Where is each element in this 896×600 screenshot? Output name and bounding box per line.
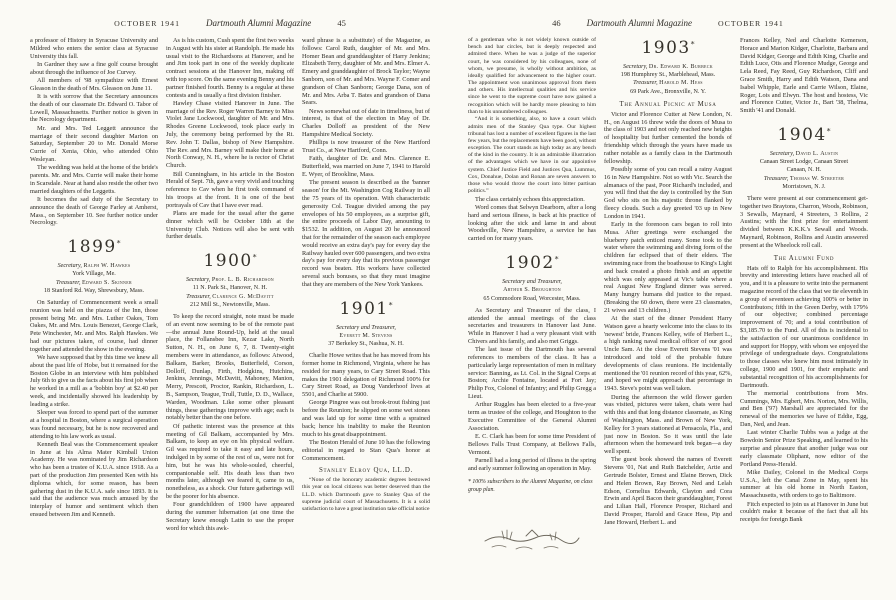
paragraph: Hawley Chase visited Hanover in June. The marriage of the Rev. Roger Warren Barney to Miss Violet Jane Lockwood, daughter of Mr. and Mrs. Rhodes Greene Lockwood, took place early in July, the ceremony being performed by the Rt. Rev. John T. Dallas, bishop of New Hampshire. The Rev. and Mrs. Barney will make their home at North Conway, N. H., where he is rector of Christ Church. — [166, 99, 294, 170]
paragraph: Plans are made for the usual after the game dinner which will be October 18th at the University Club. Notices will also be sent with further details. — [166, 210, 294, 241]
paragraph: Frances Kelley, Ned and Charlotte Kemerson, Horace and Marion Kidger, Charlotte, Barbara and David Kidger, George and Edith King, Charlie and Edith Luce, Otis and Florence Mudge, George and Lela Reed, Fay Reed, Guy Richardson, Cliff and Grace Smith, Harry and Edith Watson, Dana and Isabel Whipple, Earle and Carrie Wilson, Elaine, Roger, Lois and Elwyn. The host and hostess, Vic and Florence Cutter, Victor Jr., Bart '38, Thelma, Smith '41 and Donald. — [740, 37, 868, 115]
paragraph: The present season is described as the 'banner season' for the Mt. Washington Cog Railway in all the 75 years of its operation. With characteristic generosity Col. Teague divided among the pay envelopes of his 50 employees, as a surprise gift, the entire proceeds of Labor Day, amounting to $1532. In addition, on August 20 he announced that for the remainder of the season each employee would receive an extra day's pay for every day the Railway hauled over 600 passengers, and two extra day's pay for every day that its previous passenger record was beaten. His workers have collected several such bonuses, so that they must imagine that they are members of the New York Yankees. — [302, 179, 430, 288]
subscriber-asterisk: * — [826, 126, 831, 136]
officer-role: Treasurer, — [763, 175, 790, 182]
paragraph: Possibly some of you can recall a rainy August 16 in New Hampshire. Not so with Vic. Search the almanacs of the past, Poor Richard's included, and you will find that the day is controlled by the Sun God who sits on his majestic throne flanked by fleecy clouds. Such a day greeted '03 up in New London in 1941. — [604, 165, 732, 220]
officer-line — [604, 63, 732, 71]
paragraph: During the afternoon the wild flower garden was visited, pictures were taken, chats were had with this and that long distance classmate, as King of Washington, Mass. and Brown of New York, Kelley for 3 years stationed at Pensacola, Fla., and just now in Boston. So it was until the late afternoon when the homeward trek began—a day well spent. — [604, 393, 732, 456]
paragraph: Phillips is now treasurer of the New Hartford Trust Co., at New Hartford, Conn. — [302, 139, 430, 155]
class-officers — [740, 150, 868, 191]
officer-role: Secretary, — [769, 150, 796, 157]
paragraph: News somewhat out of date in timeliness, but of interest, is that of the election in May of Dr. Charles Dolloff as president of the New Hampshire Medical Society. — [302, 107, 430, 139]
paragraph: On Saturday of Commencement week a small reunion was held on the piazza of the Inn, those present being Mr. and Mrs. Luther Oakes, Tom Oakes, Mr. and Mrs. Louis Benezet, George Clark, Pete Winchester, Mr. and Mrs. Ralph Hawkes. We had our pictures taken, of course, had dinner together and attended the show in the evening. — [30, 299, 158, 353]
officer-line — [30, 262, 158, 270]
officer-role: Treasurer, — [56, 279, 82, 286]
officer-address: 37 Berkeley St., Nashua, N. H. — [328, 340, 404, 347]
paragraph: Sleeper was forced to spend part of the summer at a hospital in Boston, where a surgical operation was found necessary, but he is now recovered and attending to his law work as usual. — [30, 409, 158, 440]
class-officers — [604, 63, 732, 96]
paragraph: Arthur Ruggles has been elected to a five-year term as trustee of the college, and Houghton to the Executive Committee of the General Alumni Association. — [468, 401, 596, 432]
class-year-text: 1899 — [67, 237, 117, 258]
paragraph: The Boston Herald of June 10 has the following editorial in regard to Stan Qua's honor at Commencement. — [302, 438, 430, 462]
class-year-heading — [468, 253, 596, 273]
officer-name: David L. Austin — [795, 150, 839, 157]
class-year-heading — [740, 125, 868, 145]
officer-address: Canaan Street Lodge, Canaan Street — [759, 159, 849, 166]
paragraph: It becomes the sad duty of the Secretary to announce the death of George Farley at Amherst, Mass., on September 10. See further notice under Necrology. — [30, 195, 158, 227]
paragraph: Charlie Howe writes that he has moved from his former home in Richmond, Virginia, where he has resided for many years, to Cary Street Road. This makes the 1901 delegation of Richmond 100% for Cary Street Road, as Doug Vanderhoof lives at 5501, and Charlie at 5900. — [302, 352, 430, 399]
paragraph: The memorial contributions from Mrs. Cummings, Mrs. Egbert, Mrs. Norton, Mrs. Willis, and Ben ('97) Marshall are appreciated for the renewal of the memories we have of Eddie, Egg, Dan, Ned, and Jean. — [740, 389, 868, 429]
officer-address: Canaan, N. H. — [786, 167, 822, 174]
paragraph: ward phrase is a substitute) of the Magazine, as follows: Carol Ruth, daughter of Mr. and Mrs. Homer Bean and granddaughter of Harry Jenkins; Elizabeth Terry, daughter of Mr. and Mrs. Elmer A. Emery and granddaughter of Brock Taylor; Wayne Sanborn, son of Mr. and Mrs. Wayne F. Comer and grandson of Chan Sanborn; George Dana, son of Mr. and Mrs. Arba T. Bates and grandson of Dana Sears. — [302, 37, 430, 107]
subscriber-footnote: * 100% subscribers to the Alumni Magazine, on class group plan. — [468, 479, 593, 493]
issue-date: OCTOBER 1941 — [718, 19, 784, 28]
officer-address: 11 N. Park St., Hanover, N. H. — [192, 285, 268, 292]
officer-address: Morristown, N. J. — [782, 183, 826, 190]
paragraph: Hats off to Ralph for his accomplishment. His brevity and interesting letters have reached all of you, and it is a pleasure to write into the permanent magazine record of the class that we tie eleventh in a group of seventeen achieving 100% or better in Contributors; fifth in the Green Derby, with 179% of our objective; combined percentage improvement of 70; and a total contribution of $3,185.70 to the Fund. All of this is incidental to the satisfaction of our unanimous confidence in and support for Hoppy, with whom we enjoyed the privilege of undergraduate days. Congratulations to those classes who knew him most intimately in college, 1900 and 1901, for their emphatic and substantial recognition of his accomplishments for Dartmouth. — [740, 264, 868, 389]
paragraph: The last issue of the Dartmouth has several references to members of the class. It has a particularly large representation of men in military service: Banning, as Lt. Col. in the Signal Corps at Boston; Archie Fontaine, located at Fort Jay; Philip Fox, Colonel of Infantry; and Philip Gregg a Lieut. — [468, 346, 596, 400]
paragraph: To keep the record straight, note must be made of an event now seeming to be of the remote past—the annual June Round-Up, held at the usual place, the Follansbee Inn, Kezar Lake, North Sutton, N. H., on June 6, 7, 8. Twenty-eight members were in attendance, as follows: Atwood, Balkam, Barker, Brooks, Butterfield, Corson, Dolloff, Dunlap, Firth, Hodgkins, Hutchins, Jenkins, Jennings, McDavitt, Mahoney, Manion, Merry, Prescott, Proctor, Rankin, Richardson, L. B., Sampson, Teague, Trull, Tuttle, D. D., Wallace, Warden, Woodman. Like some other pleasant things, these gatherings improve with age; each is notably better than the one before. — [166, 313, 294, 422]
paragraph: Parnell had a long period of illness in the spring and early summer following an operation in May. — [468, 456, 596, 472]
class-year-heading — [166, 251, 294, 271]
paragraph: As Secretary and Treasurer of the class, I attended the annual meetings of the class secretaries and treasurers in Hanover last June. While in Hanover I had a very pleasant visit with Chivers and his family, and also met Griggs. — [468, 306, 596, 345]
subscriber-asterisk: * — [554, 254, 559, 264]
paragraph: “And it is something, also, to have a court which admits men of the Stanley Qua type. Our highest tribunal has lost a number of excellent figures in the last few years, but the replacements have been good, without exception. The court stands as high today as any bench of the kind in the country. It is an admirable illustration of the advantages which we have in our appointive system. Chief Justice Field and Justices Qua, Lummus, Cox, Donahue, Dolan and Ronan are seven answers to those who would throw the court into bitter partisan politics.” — [468, 116, 596, 195]
paragraph: The class certainly echoes this appreciation. — [475, 195, 585, 203]
paragraph: Kenneth Beal was the Commencement speaker in June at his Alma Mater Kimball Union Academy. He was nominated by Jim Richardson who has been a trustee of K.U.A. since 1918. As a part of the production Jim presented Ken with his diploma which, for some reason, has been gathering dust in the K.U.A. safe since 1893. It is said that the audience was much amused by the interplay of humor and sentiment which then ensued between Jim and Kenneth. — [30, 440, 158, 519]
paragraph: Fitch expected to join us at Hanover in June but couldn't make it because of the fact that all his receipts for foreign Bank — [740, 500, 868, 524]
page-number: 46 — [552, 18, 561, 28]
paragraph: There were present at our commencement get-together two Braytons, Charron, Woods, Robinson, 3 Sewalls, Maynard, 4 Streeters, 3 Rollins, 2 Austins; with the first prize for entertainment divided between K.K.K.'s Sewall and Woods. Maynard, Robinson, Rollins and Austin answered present at the Wheelock roll call. — [740, 195, 868, 249]
officer-name: Edward S. Skinner — [82, 279, 132, 286]
paragraph: It is with sorrow that the Secretary announces the death of our classmate Dr. Edward O. Tabor of Lowell, Massachusetts. Further notice is given in the Necrology department. — [30, 93, 158, 124]
class-officers — [302, 324, 430, 349]
paragraph: The guest book showed the names of Everett Stevens '01, Nat and Ruth Batchelder, Artie and Gertrude Bolster, Ernest and Elaine Brown, Dick and Helen Brown, Ray Brown, Ned and Lelah Edson, Cornelius Edwards, Clayton and Cora Erwin and April Bacon their granddaughter, Forest and Lilian Hall, Florence Prosper, Richard and David Prosper, Harold and Grace Hess, Pip and Jane Howard, Herbert L. and — [604, 456, 732, 526]
officer-line — [166, 276, 294, 284]
officer-line — [166, 293, 294, 301]
officer-address: 18 Stanford Rd. Way, Shrewsbury, Mass. — [44, 287, 144, 294]
paragraph: Victor and Florence Cutter at New London, N. H., on August 16 threw wide the doors of Musa to the class of 1903 and not only reached new heights of hospitality but further cemented the bonds of friendship which through the years have made us rather notable as a family class in the Dartmouth fellowship. — [604, 110, 732, 165]
section-subheading: Stanley Elroy Qua, LL.D. — [319, 467, 413, 475]
paragraph: All members of '98 sympathize with Ernest Gleason in the death of Mrs. Gleason on June 11. — [30, 76, 158, 92]
magazine-title: Dartmouth Alumni Magazine — [205, 18, 312, 28]
subscriber-asterisk: * — [690, 39, 695, 49]
paragraph: Mr. and Mrs. Ted Leggett announce the marriage of their second daughter Marion on Saturday, September 20 to Mr. Donald Morse Currie of Xenia, Ohio, who attended Ohio Wesleyan. — [30, 124, 158, 163]
paragraph: of a gentleman who is not widely known outside of bench and bar circles, but is deeply respected and admired there. When he was a judge of the superior court, he was considered by his colleagues, none of whom, we presume, is wholly without ambition, as ideally qualified for advancement to the higher court. The appointment won unanimous approval from them and others. His intellectual qualities and his service since he went to the supreme court have now gained a recognition which will be hardly more pleasing to him than to his unnumbered colleagues. — [468, 37, 596, 115]
subscriber-asterisk: * — [116, 238, 121, 248]
paragraph: Word comes that Selwyn Dearborn, after a long hard and serious illness, is back at his practice of looking after the sick and lame in and about Woodsville, New Hampshire, a service he has carried on for many years. — [468, 204, 596, 243]
officer-role: Treasurer, — [186, 293, 213, 300]
page-header-left — [30, 18, 430, 28]
officer-address: 198 Humphrey St., Marblehead, Mass. — [620, 72, 716, 79]
officer-address: 212 Mill St., Newtonville, Mass. — [190, 301, 270, 308]
lakeside-pen-sketch — [468, 509, 596, 560]
subscriber-asterisk: * — [252, 252, 257, 262]
officer-name: Harold M. Hess — [659, 80, 703, 87]
officer-line — [740, 150, 868, 158]
paragraph: We have supposed that by this time we knew all about the past life of Hobe, but it remained for the Boston Globe in an interview with him published July 6th to give us the facts about his first job when he worked in a mill as a 'bobbin boy' at $2.40 per week, and incidentally showed his leadership by leading a strike. — [30, 354, 158, 408]
officer-line — [740, 175, 868, 183]
paragraph: “None of the honorary academic degrees bestowed this year on local citizens was better deserved than the LL.D. which Dartmouth gave to Stanley Qua of the supreme judicial court of Massachusetts. It is a solid satisfaction to have a great institution take official notice — [302, 477, 430, 512]
officer-role: Secretary and Treasurer, — [502, 279, 562, 286]
section-subheading: The Alumni Fund — [773, 254, 835, 262]
officer-name: Thomas W. Streeter — [789, 175, 845, 182]
paragraph: The wedding was held at the home of the bride's parents. Mr. and Mrs. Currie will make their home in Scarsdale. Near at hand also reside the other two married daughters of the Leggetts. — [30, 164, 158, 195]
class-year-text: 1901 — [339, 298, 389, 319]
class-officers — [166, 276, 294, 309]
text-column — [30, 37, 158, 585]
officer-address: York Village, Me. — [72, 271, 116, 278]
columns-right — [468, 37, 868, 585]
paragraph: Early in the forenoon cars began to roll into Musa. After greetings were exchanged the blueberry patch enticed many. Some took to the water where the swimming and diving form of the children far eclipsed that of their elders. The swimming race from the boathouse to King's Light and back created a photo finish and an appetite which was only appeased at Vic's table where a real August New England dinner was served. Many hungry humans did justice to the repast. (Breaking the 60 down, there were 23 classmates, 21 wives and 13 children.) — [604, 221, 732, 314]
paragraph: At the start of the dinner President Harry Watson gave a hearty welcome into the class to its 'newest' bride, Frances Kelley, wife of Herbert L., a high ranking naval medical officer of our good Uncle Sam. At the close Everett Stevens '01 was introduced and told of the probable future developments of class reunions. He incidentally mentioned the '01 reunion record of this year, 62%, and hoped we might approach that percentage in 1943. Steve's point was well taken. — [604, 315, 732, 393]
magazine-title: Dartmouth Alumni Magazine — [586, 18, 693, 28]
text-column — [740, 37, 868, 585]
paragraph: George Pingree was out brook-trout fishing just before the Reunion; he slipped on some wet stones and was laid up for some time with a sprained back; hence his inability to make the Reunion much to his great disappointment. — [302, 399, 430, 438]
officer-line — [30, 279, 158, 287]
paragraph: Of pathetic interest was the presence at this meeting of Gil Balkam, accompanied by Mrs. Balkam, to keep an eye on his physical welfare. Gil was required to take it easy and late hours, indulged in by some of the rest of us, were not for him, but he was his whole-souled, cheerful, companionable self. His death less than two months later, although we feared it, came to us, nonetheless, as a shock. Our future gatherings will be the poorer for his absence. — [166, 422, 294, 500]
page-header-right — [468, 18, 868, 28]
officer-role: Treasurer, — [633, 80, 660, 87]
class-year-text: 1902 — [505, 253, 555, 274]
class-year-heading — [604, 38, 732, 58]
paragraph: In Gardner they saw a fine golf course brought about through the influence of Joe Curvey. — [30, 60, 158, 76]
paragraph: E. C. Clark has been for some time President of Bellows Falls Trust Company, at Bellows Falls, Vermont. — [468, 432, 596, 456]
text-column — [166, 37, 294, 585]
page-right — [468, 18, 868, 585]
paragraph: Mike Dailey, Colonel in the Medical Corps U.S.A., left the Canal Zone in May, spent his summer at his old home in North Easton, Massachusetts, with orders to go to Baltimore. — [740, 468, 868, 500]
class-year-text: 1903 — [641, 38, 691, 58]
class-officers — [30, 262, 158, 295]
officer-line — [604, 79, 732, 87]
subscriber-asterisk: * — [388, 299, 393, 309]
text-column — [468, 37, 596, 585]
officer-address: 65 Commodore Road, Worcester, Mass. — [483, 295, 581, 302]
text-column — [604, 37, 732, 585]
page-left — [30, 18, 430, 585]
officer-name: Clarence G. McDavitt — [212, 293, 274, 300]
officer-name: Ralph W. Hawkes — [83, 263, 131, 270]
officer-role: Secretary and Treasurer, — [336, 324, 396, 331]
officer-name: Everett M. Stevens — [339, 332, 393, 339]
officer-role: Secretary, — [57, 263, 84, 270]
issue-date: OCTOBER 1941 — [114, 19, 180, 28]
text-column — [302, 37, 430, 585]
section-subheading: The Annual Picnic at Musa — [619, 100, 717, 108]
paragraph: As is his custom, Cush spent the first two weeks in August with his sister at Randolph. He made his usual visit to the Richardsons at Hanover, and he and Jim took part in one of the weekly duplicate contract sessions at the Hanover Inn, making off with top score. On the same evening Benny and his partner finished fourth. Benny is a regular at these contests and is usually a first division finisher. — [166, 37, 294, 99]
paragraph: Last winter Charlie Tubbs was a judge at the Bowdoin Senior Prize Speaking, and learned to his surprise and pleasure that another judge was our early classmate Oliphant, now editor of the Portland Press-Herald. — [740, 429, 868, 468]
paragraph: Four grandchildren of 1900 have appeared during the summer hibernation (at one time the Secretary knew enough Latin to use the proper word for which this awk- — [166, 501, 294, 532]
paragraph: Faith, daughter of Dr. and Mrs. Clarence E. Butterfield, was married on June 7, 1941 to Harold E. Wyer, of Brookline, Mass. — [302, 155, 430, 179]
officer-address: 69 Park Ave., Bronxville, N. Y. — [630, 88, 706, 95]
officer-role: Secretary, — [186, 277, 212, 284]
paragraph: Bill Cunningham, in his article in the Boston Herald of Sept. 7th, gave a very vivid and touching reference to Cav when he first took command of his troops at the front. It is one of the best portrayals of Cav that I have ever read. — [166, 170, 294, 209]
officer-name: Prof. L. B. Richardson — [211, 277, 274, 284]
class-year-heading — [30, 237, 158, 257]
class-officers — [468, 278, 596, 303]
class-year-text: 1904 — [777, 124, 827, 145]
class-year-heading — [302, 299, 430, 319]
officer-name: Arthur S. Broughton — [503, 287, 561, 294]
columns-left — [30, 37, 430, 585]
officer-role: Secretary, — [623, 64, 649, 70]
paragraph: a professor of History in Syracuse University and Mildred who enters the senior class at Syracuse University this fall. — [30, 37, 158, 60]
page-number: 45 — [337, 18, 346, 28]
sketch-drawing — [482, 509, 582, 555]
officer-name: Dr. Edward K. Burbeck — [648, 64, 713, 70]
class-year-text: 1900 — [203, 251, 253, 272]
